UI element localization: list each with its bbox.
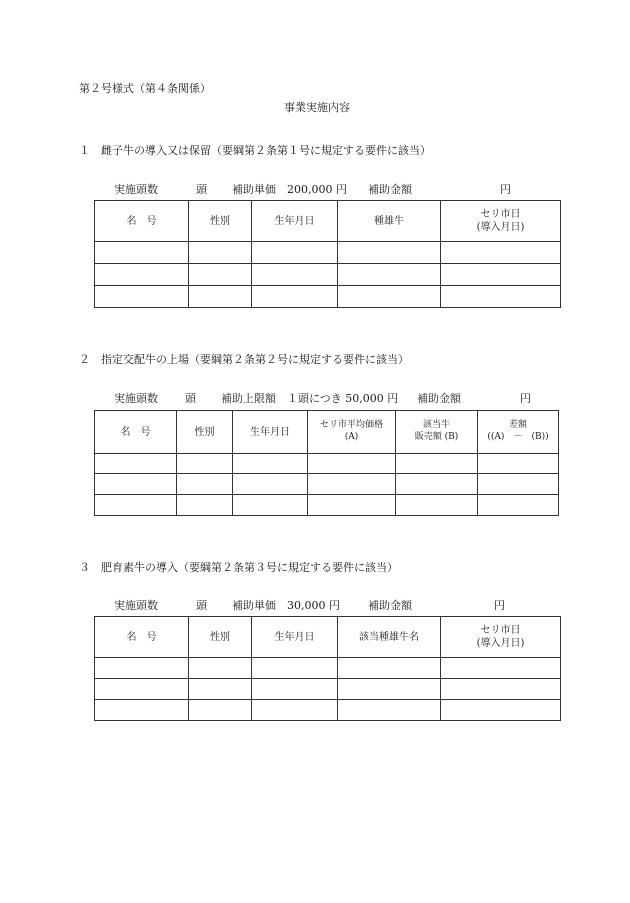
cell[interactable]	[308, 454, 396, 474]
cell[interactable]	[189, 242, 252, 264]
column-header-birthdate: 生年月日	[252, 617, 338, 658]
cell[interactable]	[441, 658, 561, 679]
section-2-table	[94, 410, 559, 516]
count-unit: 頭	[196, 183, 207, 196]
amount-label: 補助金額	[368, 183, 412, 196]
cell[interactable]	[441, 286, 561, 308]
cell[interactable]	[233, 495, 308, 516]
cell[interactable]	[233, 474, 308, 495]
cell[interactable]	[441, 242, 561, 264]
table-row	[95, 658, 561, 679]
cell[interactable]	[338, 679, 441, 700]
cell[interactable]	[95, 679, 189, 700]
amount-unit: 円	[520, 392, 531, 405]
header-line: (導入月日)	[476, 638, 525, 649]
table-row	[95, 700, 561, 721]
header-line: 販売額 (B)	[414, 432, 459, 442]
table-row	[95, 495, 559, 516]
section-3-table	[94, 616, 561, 721]
cell[interactable]	[177, 454, 233, 474]
section-1-summary	[0, 184, 630, 198]
form-number-label: 第２号様式（第４条関係）	[79, 82, 211, 95]
cell[interactable]	[95, 286, 189, 308]
cell[interactable]	[338, 700, 441, 721]
table-row	[95, 679, 561, 700]
cell[interactable]	[252, 658, 338, 679]
cell[interactable]	[233, 454, 308, 474]
column-header-sale-amount	[396, 411, 478, 454]
cell[interactable]	[478, 454, 559, 474]
cell[interactable]	[95, 658, 189, 679]
cell[interactable]	[189, 679, 252, 700]
cell[interactable]	[252, 700, 338, 721]
column-header-auction-date	[441, 617, 561, 658]
column-header-difference	[478, 411, 559, 454]
cell[interactable]	[252, 286, 338, 308]
header-line: (A)	[344, 432, 359, 442]
column-header-sex: 性別	[177, 411, 233, 454]
cell[interactable]	[396, 474, 478, 495]
header-line: ((A) － (B))	[487, 432, 549, 442]
header-line: セリ市日	[480, 209, 521, 220]
cell[interactable]	[441, 264, 561, 286]
cell[interactable]	[95, 264, 189, 286]
column-header-birthdate: 生年月日	[233, 411, 308, 454]
amount-label: 補助金額	[368, 599, 412, 612]
cell[interactable]	[396, 454, 478, 474]
cell[interactable]	[189, 658, 252, 679]
amount-unit: 円	[494, 599, 505, 612]
amount-label: 補助金額	[417, 392, 461, 405]
column-header-avg-auction-price	[308, 411, 396, 454]
subsidy-cap: 補助上限額 １頭につき 50,000 円	[221, 392, 399, 405]
cell[interactable]	[95, 474, 177, 495]
header-line: (導入月日)	[476, 222, 525, 233]
cell[interactable]	[478, 474, 559, 495]
cell[interactable]	[338, 658, 441, 679]
table-row	[95, 286, 561, 308]
header-line: セリ市平均価格	[319, 420, 383, 431]
table-row	[95, 242, 561, 264]
cell[interactable]	[95, 242, 189, 264]
cell[interactable]	[252, 242, 338, 264]
count-unit: 頭	[185, 392, 196, 405]
amount-unit: 円	[500, 183, 511, 196]
column-header-sex: 性別	[189, 617, 252, 658]
column-header-name: 名 号	[95, 411, 177, 454]
cell[interactable]	[478, 495, 559, 516]
header-line: セリ市日	[480, 625, 521, 636]
section-3-summary	[0, 600, 630, 614]
section-3-heading: ３ 肥育素牛の導入（要綱第２条第３号に規定する要件に該当）	[79, 561, 398, 574]
table-header-row	[95, 411, 559, 454]
column-header-name: 名 号	[95, 201, 189, 242]
cell[interactable]	[338, 242, 441, 264]
column-header-sire: 種雄牛	[338, 201, 441, 242]
column-header-auction-date	[441, 201, 561, 242]
header-line: 差額	[508, 420, 527, 431]
table-header-row	[95, 617, 561, 658]
count-label: 実施頭数	[114, 183, 158, 196]
cell[interactable]	[441, 679, 561, 700]
page-title: 事業実施内容	[284, 101, 350, 114]
table-row	[95, 454, 559, 474]
column-header-sex: 性別	[189, 201, 252, 242]
cell[interactable]	[95, 700, 189, 721]
subsidy-unit-price: 補助単価 30,000 円	[232, 599, 340, 612]
cell[interactable]	[95, 495, 177, 516]
column-header-sire-name: 該当種雄牛名	[338, 617, 441, 658]
header-line: 該当牛	[422, 420, 450, 431]
cell[interactable]	[308, 474, 396, 495]
cell[interactable]	[308, 495, 396, 516]
count-label: 実施頭数	[114, 392, 158, 405]
cell[interactable]	[441, 700, 561, 721]
cell[interactable]	[189, 264, 252, 286]
cell[interactable]	[338, 286, 441, 308]
cell[interactable]	[338, 264, 441, 286]
section-1-heading: １ 雌子牛の導入又は保留（要綱第２条第１号に規定する要件に該当）	[79, 144, 431, 157]
table-row	[95, 264, 561, 286]
table-header-row	[95, 201, 561, 242]
cell[interactable]	[189, 286, 252, 308]
cell[interactable]	[189, 700, 252, 721]
section-2-heading: ２ 指定交配牛の上場（要綱第２条第２号に規定する要件に該当）	[79, 353, 409, 366]
subsidy-unit-price: 補助単価 200,000 円	[232, 183, 347, 196]
count-label: 実施頭数	[114, 599, 158, 612]
cell[interactable]	[252, 679, 338, 700]
column-header-name: 名 号	[95, 617, 189, 658]
cell[interactable]	[95, 454, 177, 474]
cell[interactable]	[396, 495, 478, 516]
column-header-birthdate: 生年月日	[252, 201, 338, 242]
table-row	[95, 474, 559, 495]
count-unit: 頭	[196, 599, 207, 612]
section-1-table	[94, 200, 561, 308]
section-2-summary	[0, 393, 630, 407]
cell[interactable]	[177, 474, 233, 495]
cell[interactable]	[177, 495, 233, 516]
cell[interactable]	[252, 264, 338, 286]
